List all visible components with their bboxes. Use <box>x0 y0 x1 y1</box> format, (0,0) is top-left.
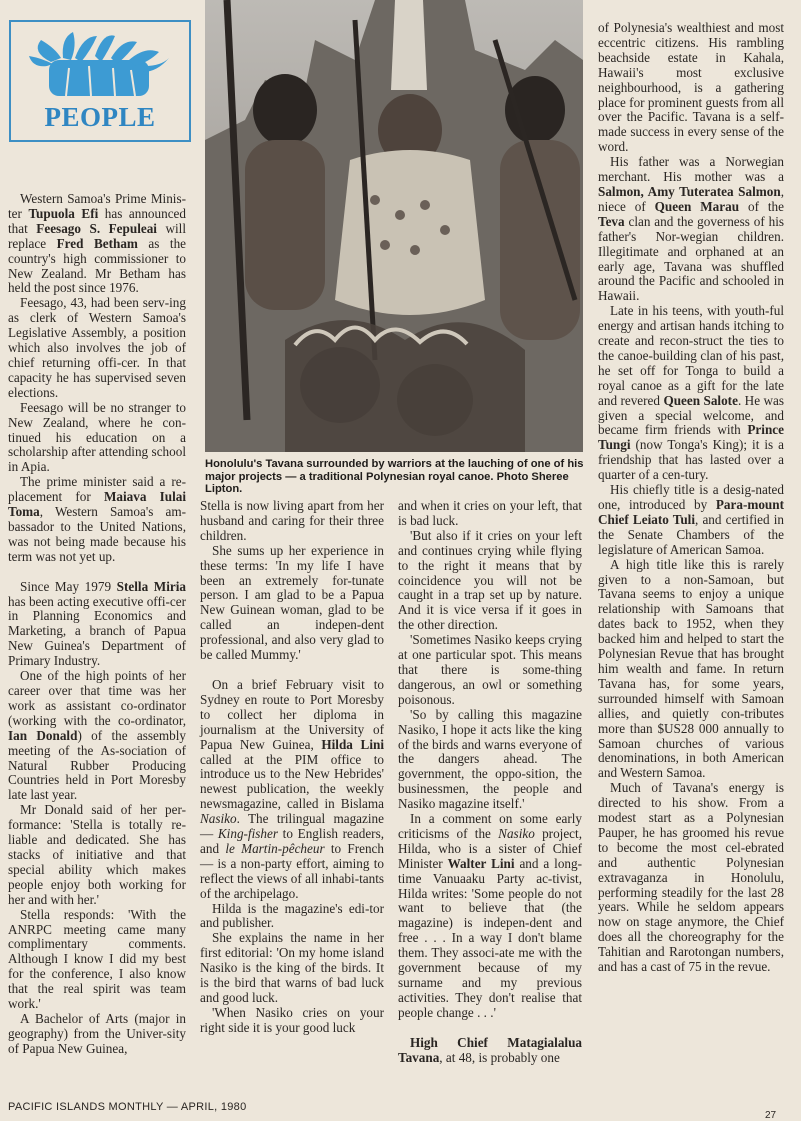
article-column-2 <box>200 499 384 1036</box>
text-run: She explains the name in her first editorial: 'On my home island Nasiko is the king of the birds. It is the bird that warns of bad luck and good luck. <box>200 930 384 1005</box>
article-paragraph <box>8 401 186 476</box>
article-paragraph <box>8 580 186 669</box>
text-run: A Bachelor of Arts (major in geography) from the Univer-sity of Papua New Guinea, <box>8 1010 186 1056</box>
text-run: Teva <box>598 213 625 229</box>
section-logo <box>9 20 191 142</box>
text-run: Feesago S. Fepuleai <box>36 220 157 236</box>
text-run: to English readers, and <box>200 826 384 856</box>
text-run: High Chief Matagialalua Tavana <box>398 1034 582 1065</box>
text-run: Stella Miria <box>116 578 186 594</box>
article-paragraph <box>8 192 186 296</box>
text-run: , niece of <box>598 183 784 214</box>
text-run: Hilda Lini <box>321 736 384 752</box>
article-paragraph <box>598 781 784 975</box>
text-run: . He was given a special welcome, and became firm friends with <box>598 392 784 438</box>
text-run: 'So by calling this magazine Nasiko, I hope it acts like the king of the birds and warns everyone of the dangers ahead. The government, the oppo-sition, the businessmen, the people and Nasiko magazine itself.' <box>398 706 582 812</box>
text-run: Feesago, 43, had been serv-ing as clerk of Western Samoa's Legislative Assembly, a position which also involves the job of chief returning offi-cer. In that capacity he has supervised seven elections. <box>8 295 186 400</box>
text-run: , at 48, is probably one <box>439 1049 560 1065</box>
text-run: Salmon, Amy Tuteratea Salmon <box>598 183 781 199</box>
text-run: Mr Donald said of her per-formance: 'Stella is totally re-liable and dedicated. She has stacks of initiative and that special ability which makes people enjoy both working for her and with her.' <box>8 802 186 907</box>
article-paragraph <box>598 483 784 558</box>
text-run: Since May 1979 <box>20 578 117 594</box>
article-paragraph <box>200 902 384 932</box>
text-run: Feesago will be no stranger to New Zealand, where he con-tinued his education on a scholarship after attending school in Apia. <box>8 399 186 475</box>
article-paragraph <box>200 544 384 663</box>
text-run: Late in his teens, with youth-ful energy and artisan hands itching to create and recon-struct the ties to the canoe-building clan of his past, he set off for Tonga to build a royal canoe as a gift for the late and revered <box>598 303 784 408</box>
article-paragraph <box>398 1036 582 1066</box>
text-run: project, Hilda, who is a sister of Chief Minister <box>398 825 582 871</box>
warriors-photo <box>205 0 583 452</box>
article-paragraph <box>398 708 582 812</box>
text-run: , and certified in the Senate Chambers of the legislature of American Samoa. <box>598 511 785 557</box>
text-run: Walter Lini <box>447 855 515 871</box>
text-run: The prime minister said a re-placement for <box>8 474 186 505</box>
text-run: Para-mount Chief Leiato Tuli <box>598 497 784 527</box>
section-title: PEOPLE <box>44 102 156 132</box>
text-run: Nasiko <box>200 811 237 827</box>
text-run: Prince Tungi <box>598 422 784 453</box>
article-paragraph <box>8 475 186 564</box>
article-paragraph <box>8 1012 186 1057</box>
text-run: One of the high points of her career over that time was her work as assistant co-ordinator (working with the co-ordinator, <box>8 668 186 728</box>
article-paragraph <box>200 1006 384 1036</box>
article-paragraph <box>8 669 186 803</box>
text-run: has been acting executive offi-cer in Planning Economics and Marketing, a branch of Papua New Guinea's Department of Primary Industry. <box>8 593 186 669</box>
text-run: A high title like this is rarely given to a non-Samoan, but Tavana seems to enjoy a unique relationship with Samoans that dates back to 1952, when they backed him and helped to start the Polynesian Revue that has brought him wealth and fame. In return Tavana has, for some years, surrounded himself with Samoan allies, and quietly con-tributes more than $US28 000 annually to Samoan churches of various denominations, in both American and Western Samoa. <box>598 556 784 781</box>
text-run: and a long-time Vanuaaku Party ac-tivist, Hilda writes: 'Some people do not want to believe that (the magazine) is indepen-dent and free . . . In a way I don't blame them. They associ-ate me with the government because of my surname and my previous activities. They don't realise that people change . . .' <box>398 855 582 1020</box>
text-run: , Western Samoa's am-bassador to the United Nations, was not being made because his term was not yet up. <box>8 504 186 564</box>
article-paragraph <box>398 499 582 529</box>
palm-trees-icon <box>11 22 189 102</box>
article-paragraph <box>200 499 384 544</box>
article-paragraph <box>398 529 582 633</box>
text-run: Maiava Iulai Toma <box>8 489 186 520</box>
article-column-4 <box>598 21 784 975</box>
text-run: His father was a Norwegian merchant. His mother was a <box>598 154 784 185</box>
text-run: has announced that <box>8 205 186 236</box>
text-run: (now Tonga's King); it is a friendship that has lasted over a quarter of a cen-tury. <box>598 437 784 483</box>
text-run: Queen Marau <box>654 198 740 214</box>
text-run: of Polynesia's wealthiest and most eccentric citizens. His rambling beachside estate in Kahala, Hawaii's most exclusive neighbourhood, is a gathering place for prominent guests from all over the Pacific. Tavana is a self-made success in every sense of the word. <box>598 20 784 155</box>
text-run: of the <box>739 198 784 214</box>
text-run: Queen Salote <box>663 392 738 408</box>
article-column-1 <box>8 192 186 1057</box>
article-paragraph <box>200 678 384 902</box>
text-run: 'When Nasiko cries on your right side it is your good luck <box>200 1004 384 1035</box>
photo-caption: Honolulu's Tavana surrounded by warriors at the lauching of one of his major projects — a traditional Polynesian royal canoe. Photo Sheree Lipton. <box>205 458 584 496</box>
page-number: 27 <box>765 1110 777 1121</box>
article-paragraph <box>8 296 186 400</box>
text-run: On a brief February visit to Sydney en route to Port Moresby to collect her diploma in journalism at the University of Papua New Guinea, <box>200 676 384 752</box>
text-run: Much of Tavana's energy is directed to his show. From a modest start as a Polynesian Pauper, he has groomed his revue to become the most cel-ebrated and authentic Polynesian extravaganza in Honolulu, performing steadily for the last 28 years. While he seldom appears now on stage anymore, the Chief does all the choreography for the Tahitian and Rarotongan numbers, and has a cast of 75 in the revue. <box>598 780 784 975</box>
text-run: Western Samoa's Prime Minis-ter <box>8 191 186 221</box>
text-run: Tupuola Efi <box>28 205 99 221</box>
text-run: called at the PIM office to introduce us to the New Hebrides' newest publication, the weekly newsmagazine, called in Bislama <box>200 751 384 812</box>
text-run: clan and the governess of his father's Nor-wegian children. Illegitimate and orphaned at an early age, Tavana was shuffled around the Pacific and schooled in Hawaii. <box>598 213 784 304</box>
text-run: Stella is now living apart from her husband and caring for their three children. <box>200 498 384 543</box>
text-run: Fred Betham <box>56 235 138 251</box>
text-run: 'But also if it cries on your left and continues crying while flying to the right it means that by coincidence you will not be caught in a trap set up by nature. And it is vice versa if it goes in the other direction. <box>398 527 582 633</box>
article-paragraph <box>398 633 582 708</box>
text-run: Nasiko <box>498 825 535 841</box>
text-run: ) of the assembly meeting of the As-sociation of Natural Rubber Producing Countries held in Port Moresby late last year. <box>8 727 186 803</box>
text-run: She sums up her experience in these terms: 'In my life I have been an extremely for-tunate person. I am glad to be a Papua New Guinean woman, glad to be called an indepen-dent professional, and also very glad to be called Mummy.' <box>200 542 384 663</box>
text-run: and when it cries on your left, that is bad luck. <box>398 498 582 528</box>
article-paragraph <box>8 803 186 907</box>
article-paragraph <box>598 558 784 782</box>
text-run: Ian Donald <box>8 727 78 743</box>
text-run: In a comment on some early criticisms of the <box>398 811 582 841</box>
text-run: King-fisher <box>217 826 278 842</box>
article-paragraph <box>8 908 186 1012</box>
publication-footer: PACIFIC ISLANDS MONTHLY — APRIL, 1980 <box>8 1101 247 1113</box>
article-paragraph <box>398 812 582 1021</box>
article-paragraph <box>598 155 784 304</box>
text-run: 'Sometimes Nasiko keeps crying at one particular spot. This means that there is some-thing dangerous, an owl or something poisonous. <box>398 632 582 707</box>
text-run: Hilda is the magazine's edi-tor and publisher. <box>200 900 384 931</box>
article-paragraph <box>598 304 784 483</box>
article-paragraph <box>598 21 784 155</box>
text-run: to French — is a non-party effort, aiming to reflect the views of all inhabi-tants of the archipelago. <box>200 840 384 901</box>
text-run: . The trilingual magazine — <box>200 811 384 842</box>
text-run: le Martin-pêcheur <box>225 840 325 856</box>
text-run: as the country's high commissioner to New Zealand. Mr Betham has held the post since 1976. <box>8 235 187 296</box>
text-run: His chiefly title is a desig-nated one, introduced by <box>598 482 784 512</box>
article-column-3 <box>398 499 582 1066</box>
text-run: Stella responds: 'With the ANRPC meeting came many complimentary comments. Although I know I did my best for the conference, I also know that the real spirit was team work.' <box>8 906 186 1012</box>
text-run: will replace <box>8 220 187 251</box>
article-paragraph <box>200 931 384 1006</box>
